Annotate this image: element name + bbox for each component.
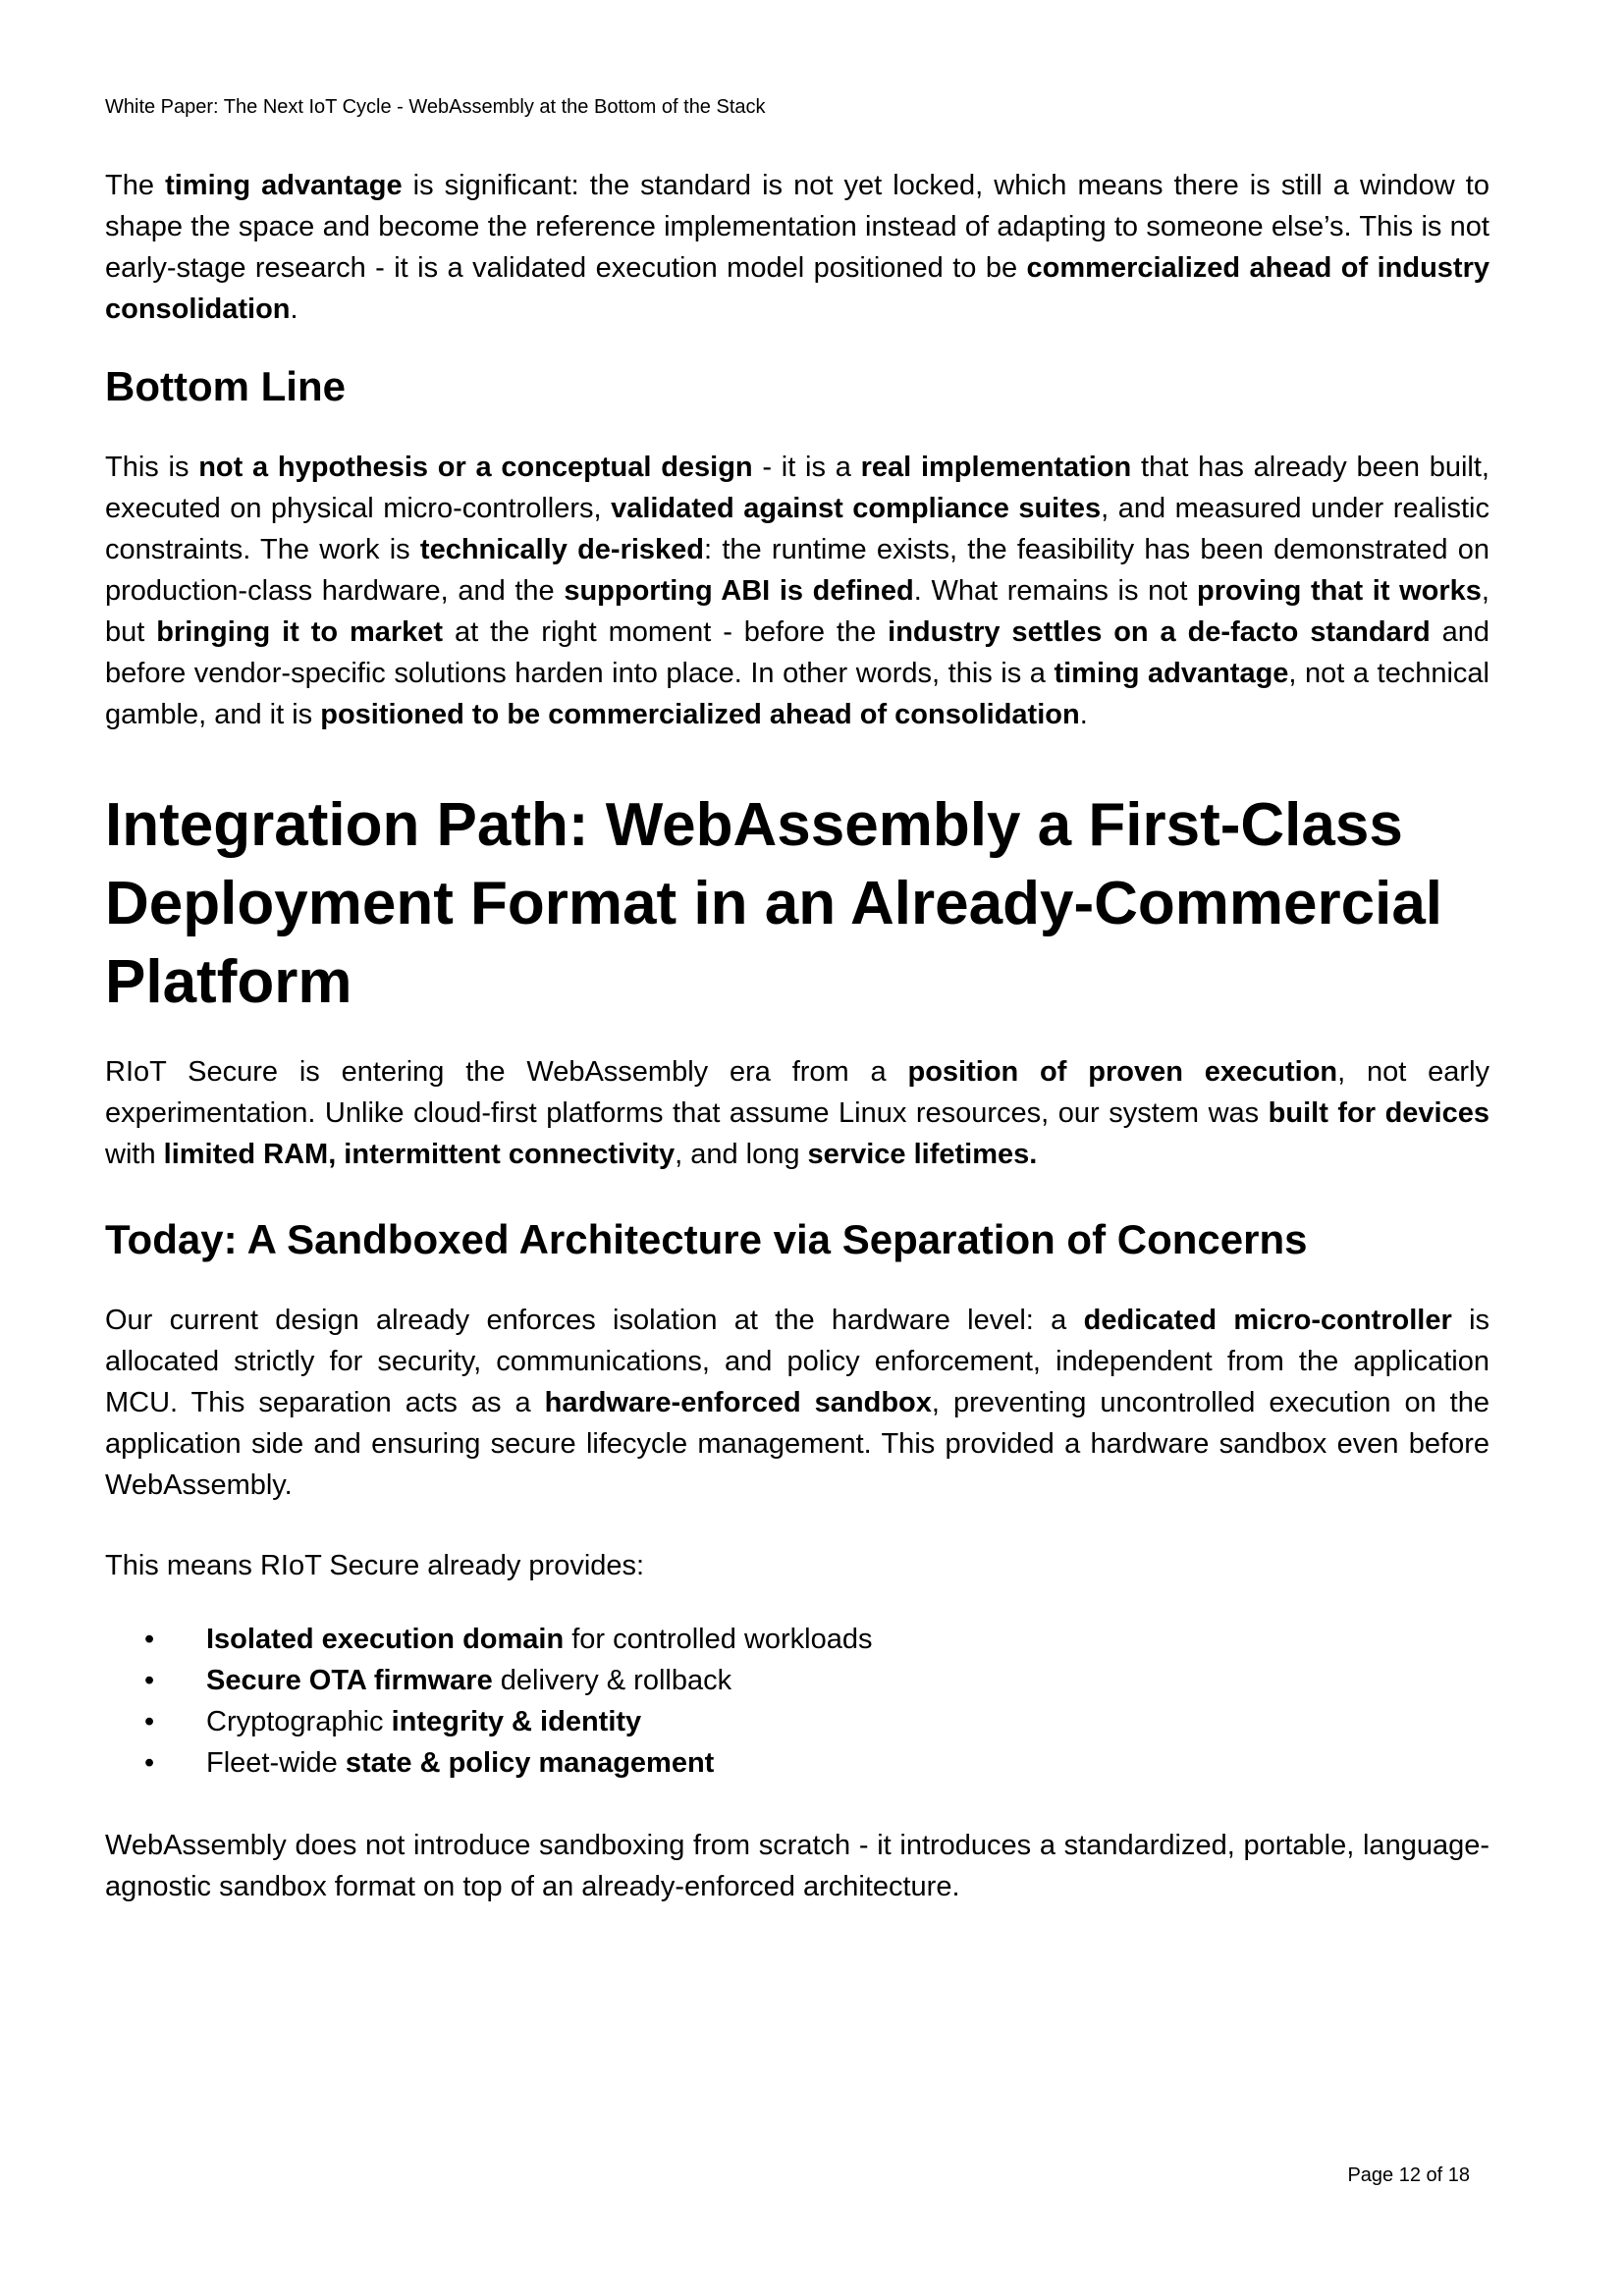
page-number: Page 12 of 18	[1347, 2164, 1470, 2186]
page-header-running-title: White Paper: The Next IoT Cycle - WebAssembly at the Bottom of the Stack	[105, 96, 766, 118]
paragraph-bottom-line: This is not a hypothesis or a conceptual design - it is a real implementation that has already been built, executed on physical micro-controllers, validated against compliance suites, and measured under realistic constraints. The work is technically de-risked: the runtime exists, the feasibility has been demonstrated on production-class hardware, and the supporting ABI is defined. What remains is not proving that it works, but bringing it to market at the right moment - before the industry settles on a de-facto standard and before vendor-specific solutions harden into place. In other words, this is a timing advantage, not a technical gamble, and it is positioned to be commercialized ahead of consolidation.	[105, 452, 1490, 730]
list-item	[105, 1660, 1489, 1701]
list-item-text: Fleet-wide state & policy management	[206, 1747, 715, 1779]
paragraph-provides-intro: This means RIoT Secure already provides:	[105, 1550, 645, 1581]
provides-list	[105, 1619, 1489, 1784]
heading-integration-path: Integration Path: WebAssembly a First-Class Deployment Format in an Already-Commercial Platform	[105, 791, 1443, 1016]
paragraph-current-design: Our current design already enforces isolation at the hardware level: a dedicated micro-controller is allocated strictly for security, communications, and policy enforcement, independent from the application MCU. This separation acts as a hardware-enforced sandbox, preventing uncontrolled execution on the application side and ensuring secure lifecycle management. This provided a hardware sandbox even before WebAssembly.	[105, 1305, 1490, 1501]
heading-today-sandboxed: Today: A Sandboxed Architecture via Separation of Concerns	[105, 1216, 1308, 1262]
bullet-icon: •	[144, 1747, 155, 1779]
list-item-text: Secure OTA firmware delivery & rollback	[206, 1665, 732, 1696]
paragraph-wasm-sandboxing: WebAssembly does not introduce sandboxing from scratch - it introduces a standardized, portable, language-agnostic sandbox format on top of an already-enforced architecture.	[105, 1830, 1489, 1902]
heading-bottom-line: Bottom Line	[105, 363, 346, 409]
bullet-icon: •	[144, 1624, 155, 1655]
list-item	[105, 1701, 1489, 1742]
list-item-text: Isolated execution domain for controlled workloads	[206, 1624, 873, 1655]
bullet-icon: •	[144, 1706, 155, 1737]
paragraph-timing-advantage: The timing advantage is significant: the standard is not yet locked, which means there is still a window to shape the space and become the reference implementation instead of adapting to someone else’s. This is not early-stage research - it is a validated execution model positioned to be commercialized ahead of industry consolidation.	[105, 170, 1489, 325]
paragraph-riot-secure: RIoT Secure is entering the WebAssembly era from a position of proven execution, not early experimentation. Unlike cloud-first platforms that assume Linux resources, our system was built for devices with limited RAM, intermittent connectivity, and long service lifetimes.	[105, 1056, 1490, 1170]
list-item	[105, 1619, 1489, 1660]
bullet-icon: •	[144, 1665, 155, 1696]
list-item	[105, 1742, 1489, 1784]
list-item-text: Cryptographic integrity & identity	[206, 1706, 642, 1737]
